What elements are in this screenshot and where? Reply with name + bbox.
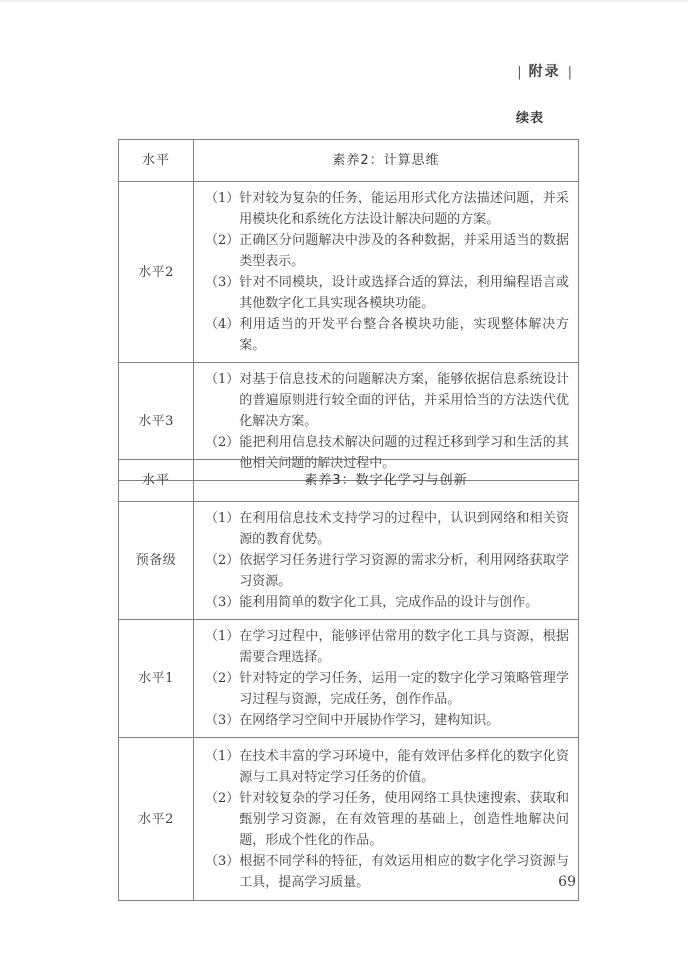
item-number: （3） <box>205 853 240 869</box>
criteria-cell <box>194 182 579 363</box>
page-number: 69 <box>558 874 576 890</box>
level-cell: 水平2 <box>119 738 194 901</box>
table-header-row <box>119 460 579 502</box>
item-text: 针对不同模块，设计或选择合适的算法，利用编程语言或其他数字化工具实现各模块功能。 <box>239 275 569 311</box>
criteria-item <box>205 710 569 731</box>
level-column-header: 水平 <box>119 140 194 182</box>
criteria-item <box>205 314 569 356</box>
level-cell: 水平3 <box>119 363 194 481</box>
item-number: （1） <box>205 629 240 644</box>
criteria-cell <box>194 502 579 620</box>
table-competency-3 <box>118 459 579 901</box>
item-number: （3） <box>205 275 240 290</box>
table-header-row <box>119 140 579 182</box>
criteria-item <box>205 550 569 592</box>
item-text: 对基于信息技术的问题解决方案，能够依据信息系统设计的普遍原则进行较全面的评估，并采用恰当的方法迭代优化解决方案。 <box>239 372 569 429</box>
criteria-item <box>205 592 569 613</box>
criteria-item <box>205 626 569 668</box>
header-divider-left-icon: | <box>517 65 522 80</box>
item-text: 能把利用信息技术解决问题的过程迁移到学习和生活的其他相关问题的解决过程中。 <box>239 435 569 471</box>
header-divider-right-icon: | <box>567 65 572 80</box>
item-text: 正确区分问题解决中涉及的各种数据，并采用适当的数据类型表示。 <box>239 233 569 269</box>
table-row <box>119 182 579 363</box>
item-number: （2） <box>205 671 240 686</box>
item-text: 针对特定的学习任务，运用一定的数字化学习策略管理学习过程与资源，完成任务，创作作品。 <box>239 671 569 707</box>
criteria-item <box>205 230 569 272</box>
level-cell: 水平1 <box>119 620 194 738</box>
item-number: （1） <box>205 372 240 387</box>
item-text: 在技术丰富的学习环境中，能有效评估多样化的数字化资源与工具对特定学习任务的价值。 <box>239 748 569 785</box>
running-header <box>510 61 579 81</box>
criteria-item <box>205 668 569 710</box>
criteria-item <box>205 369 569 432</box>
competency-3-title: 素养3：数字化学习与创新 <box>194 460 579 502</box>
criteria-item <box>205 508 569 550</box>
item-number: （1） <box>205 511 240 526</box>
item-number: （4） <box>205 317 240 332</box>
item-text: 能利用简单的数字化工具，完成作品的设计与创作。 <box>239 595 539 610</box>
item-number: （2） <box>205 233 240 248</box>
item-text: 利用适当的开发平台整合各模块功能，实现整体解决方案。 <box>239 317 569 353</box>
item-text: 在利用信息技术支持学习的过程中，认识到网络和相关资源的教育优势。 <box>239 511 569 547</box>
competency-2-title: 素养2：计算思维 <box>194 140 579 182</box>
item-text: 根据不同学科的特征，有效运用相应的数字化学习资源与工具，提高学习质量。 <box>239 853 569 890</box>
item-number: （1） <box>205 191 240 206</box>
level-cell: 预备级 <box>119 502 194 620</box>
table-row <box>119 738 579 901</box>
item-text: 针对较复杂的学习任务，使用网络工具快速搜索、获取和甄别学习资源，在有效管理的基础上，创造性地解决问题，形成个性化的作品。 <box>239 790 569 848</box>
item-text: 依据学习任务进行学习资源的需求分析，利用网络获取学习资源。 <box>239 553 569 589</box>
header-title: 附录 <box>528 64 561 80</box>
criteria-cell <box>194 738 579 901</box>
level-cell: 水平2 <box>119 182 194 363</box>
item-number: （3） <box>205 713 240 728</box>
item-number: （3） <box>205 595 240 610</box>
item-text: 针对较为复杂的任务，能运用形式化方法描述问题，并采用模块化和系统化方法设计解决问题的方案。 <box>239 191 569 227</box>
table-competency-2 <box>118 139 579 481</box>
item-text: 在网络学习空间中开展协作学习，建构知识。 <box>239 713 500 728</box>
item-number: （2） <box>205 435 240 450</box>
table-row <box>119 502 579 620</box>
table-row <box>119 620 579 738</box>
criteria-item <box>205 746 569 788</box>
criteria-item <box>205 788 569 851</box>
item-number: （2） <box>205 553 240 568</box>
criteria-cell <box>194 620 579 738</box>
criteria-item <box>205 272 569 314</box>
level-column-header: 水平 <box>119 460 194 502</box>
criteria-item <box>205 851 569 893</box>
criteria-item <box>205 188 569 230</box>
continued-table-label: 续表 <box>515 111 544 126</box>
item-number: （1） <box>205 748 240 764</box>
item-number: （2） <box>205 790 240 806</box>
item-text: 在学习过程中，能够评估常用的数字化工具与资源，根据需要合理选择。 <box>239 629 569 665</box>
